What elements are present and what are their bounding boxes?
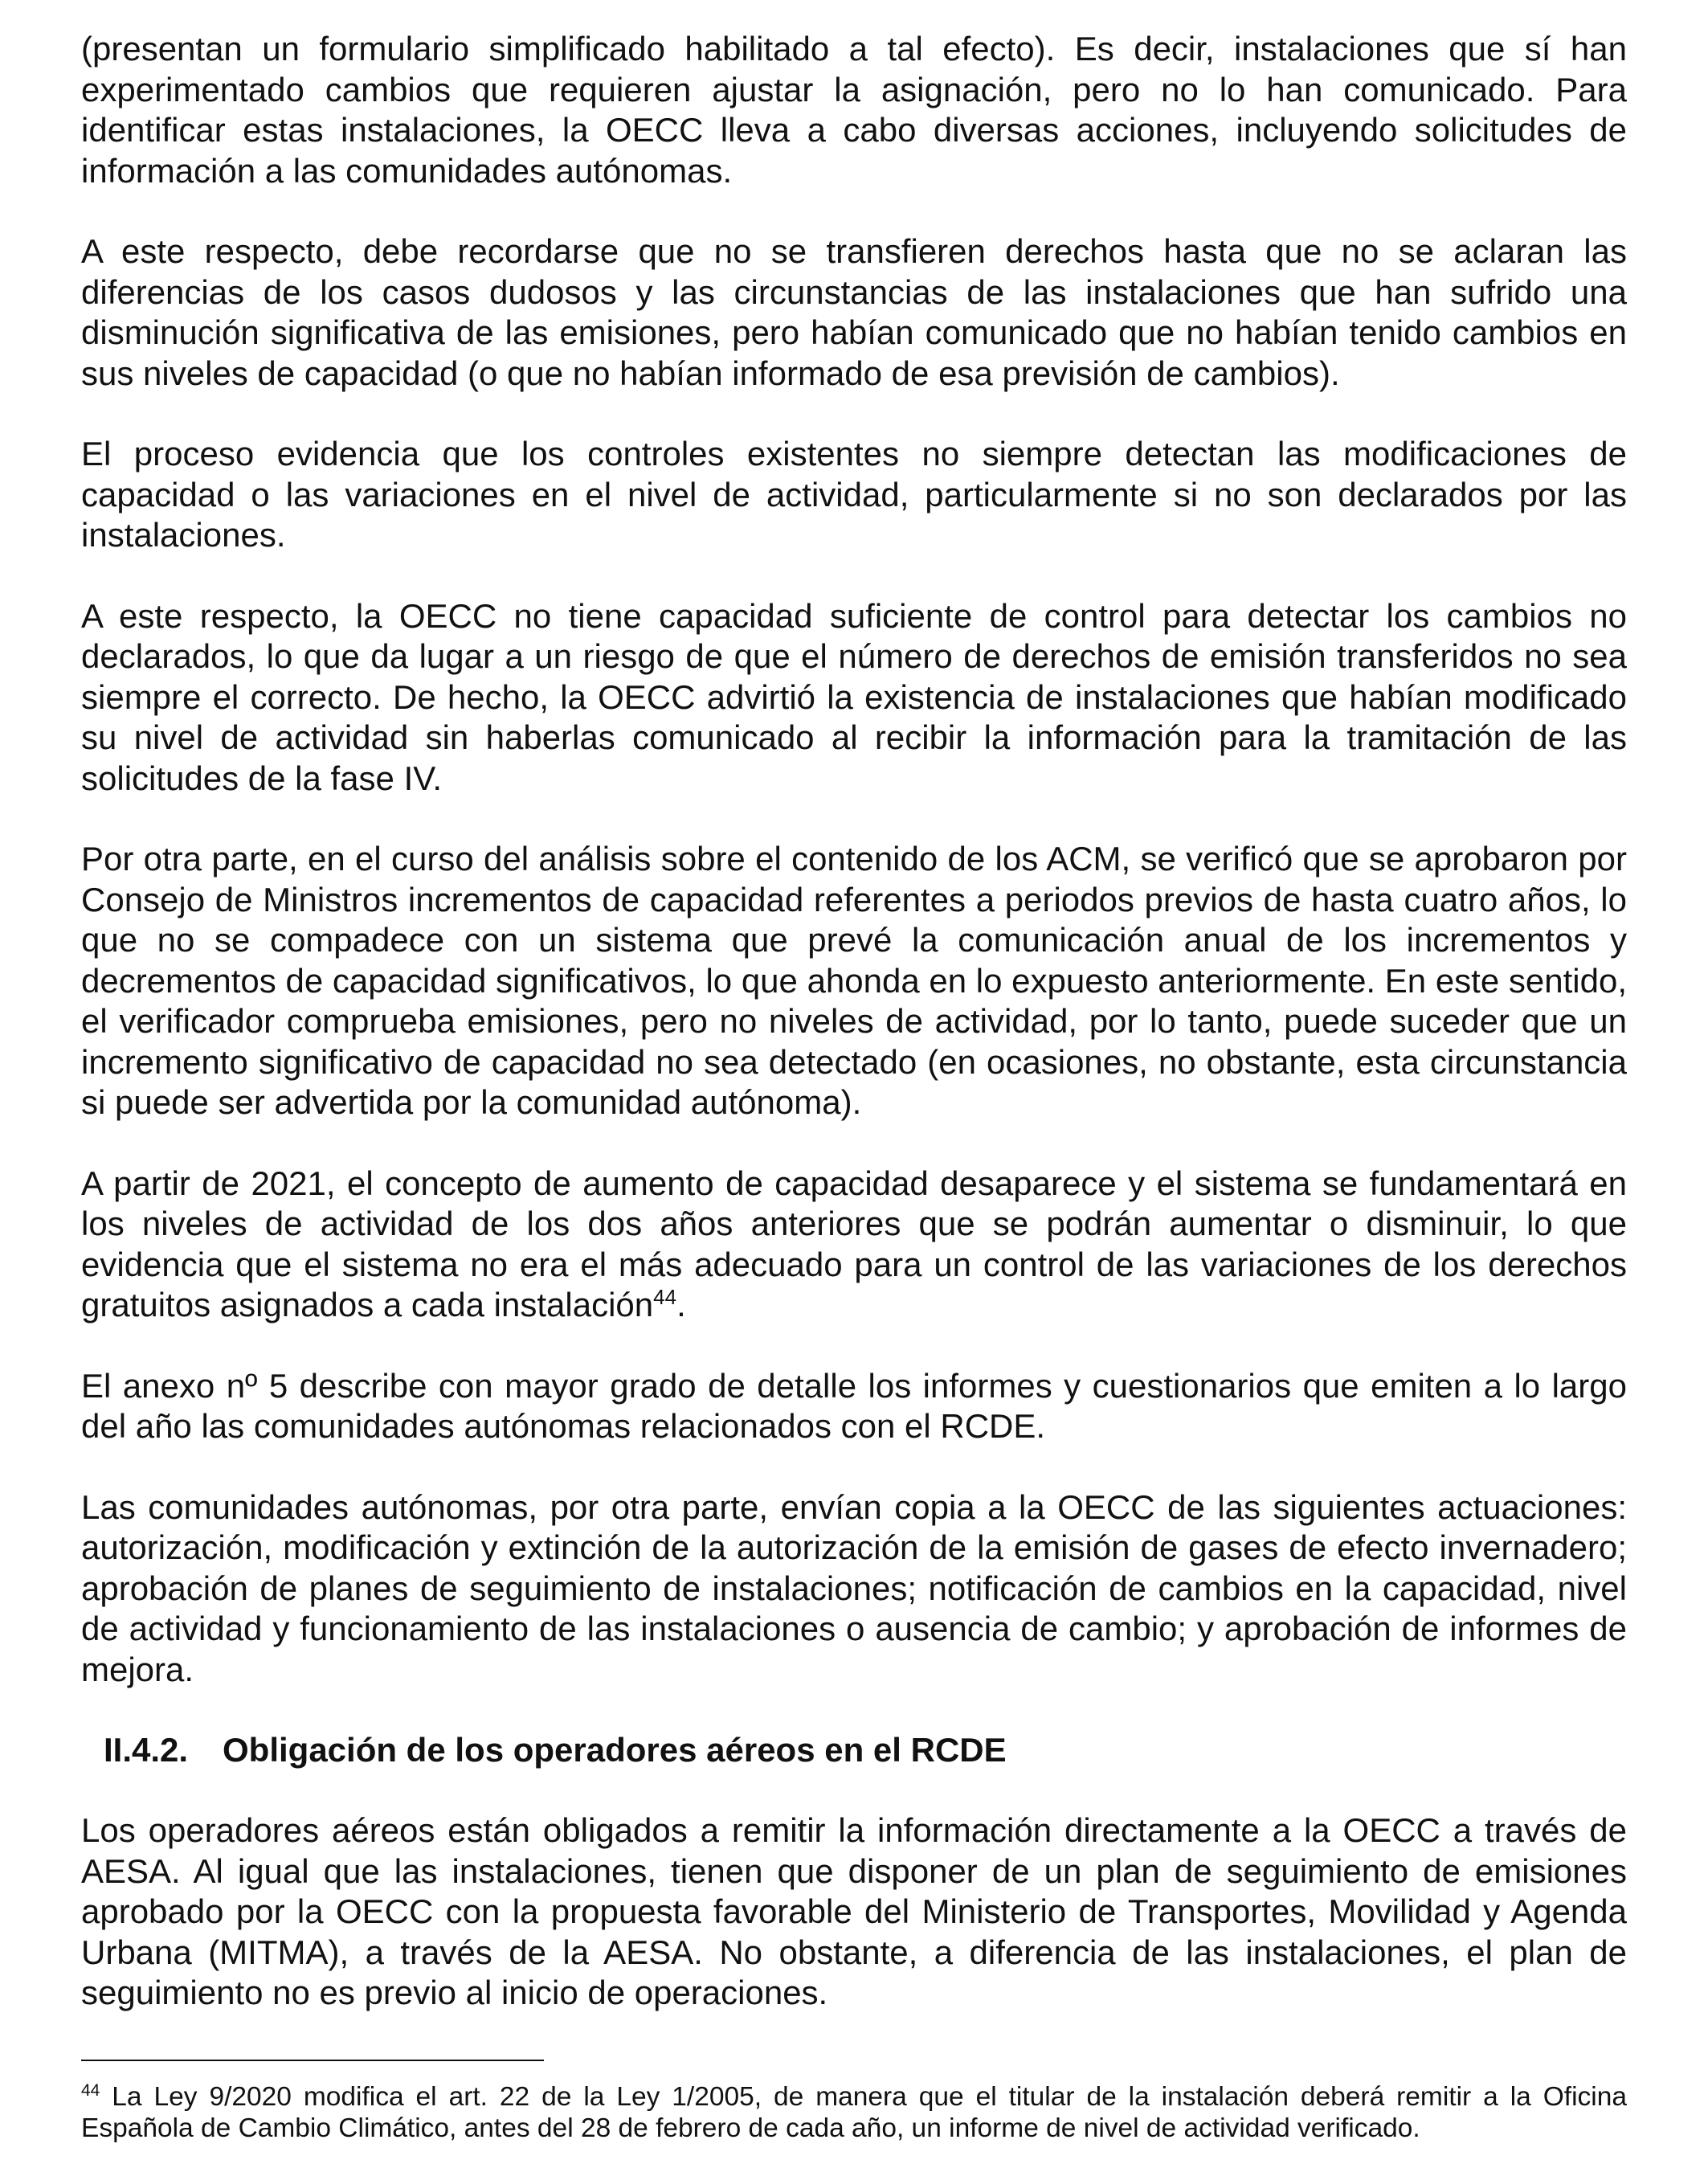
paragraph-1: (presentan un formulario simplificado habilitado a tal efecto). Es decir, instalaciones que sí han experimentado cambios que requieren ajustar la asignación, pero no lo han comunicado. Para identificar estas instalaciones, la OECC lleva a cabo diversas acciones, incluyendo solicitudes de información a las comunidades autónomas. — [81, 30, 1627, 190]
paragraph-9: Los operadores aéreos están obligados a remitir la información directamente a la OECC a través de AESA. Al igual que las instalaciones, tienen que disponer de un plan de seguimiento de emisiones aprobado por la OECC con la propuesta favorable del Ministerio de Transportes, Movilidad y Agenda Urbana (MITMA), a través de la AESA. No obstante, a diferencia de las instalaciones, el plan de seguimiento no es previo al inicio de operaciones. — [81, 1811, 1627, 2011]
footnote-marker: 44 — [81, 2080, 100, 2100]
section-title: Obligación de los operadores aéreos en el RCDE — [223, 1731, 1007, 1769]
paragraph-7: El anexo nº 5 describe con mayor grado de detalle los informes y cuestionarios que emiten a lo largo del año las comunidades autónomas relacionados con el RCDE. — [81, 1366, 1627, 1445]
paragraph-5: Por otra parte, en el curso del análisis sobre el contenido de los ACM, se verificó que se aprobaron por Consejo de Ministros incrementos de capacidad referentes a periodos previos de hasta cuatro años, lo que no se compadece con un sistema que prevé la comunicación anual de los incrementos y decrementos de capacidad significativos, lo que ahonda en lo expuesto anteriormente. En este sentido, el verificador comprueba emisiones, pero no niveles de actividad, por lo tanto, puede suceder que un incremento significativo de capacidad no sea detectado (en ocasiones, no obstante, esta circunstancia si puede ser advertida por la comunidad autónoma). — [81, 840, 1627, 1121]
document-body — [81, 29, 1627, 2054]
footnote-44 — [81, 2081, 1627, 2144]
paragraph-6-end: . — [676, 1286, 686, 1323]
paragraph-3: El proceso evidencia que los controles existentes no siempre detectan las modificaciones de capacidad o las variaciones en el nivel de actividad, particularmente si no son declarados por las instalaciones. — [81, 435, 1627, 554]
paragraph-8: Las comunidades autónomas, por otra parte, envían copia a la OECC de las siguientes actuaciones: autorización, modificación y extinción de la autorización de la emisión de gases de efecto invernadero; aprobación de planes de seguimiento de instalaciones; notificación de cambios en la capacidad, nivel de actividad y funcionamiento de las instalaciones o ausencia de cambio; y aprobación de informes de mejora. — [81, 1487, 1627, 1688]
footnote-text: La Ley 9/2020 modifica el art. 22 de la Ley 1/2005, de manera que el titular de la instalación deberá remitir a la Oficina Española de Cambio Climático, antes del 28 de febrero de cada año, un informe de nivel de actividad verificado. — [81, 2082, 1627, 2143]
footnote-separator — [81, 2060, 544, 2061]
section-heading — [104, 1730, 1627, 1770]
paragraph-6 — [81, 1164, 1627, 1326]
paragraph-4: A este respecto, la OECC no tiene capacidad suficiente de control para detectar los cambios no declarados, lo que da lugar a un riesgo de que el número de derechos de emisión transferidos no sea siempre el correcto. De hecho, la OECC advirtió la existencia de instalaciones que habían modificado su nivel de actividad sin haberlas comunicado al recibir la información para la tramitación de las solicitudes de la fase IV. — [81, 596, 1627, 797]
paragraph-6-text: A partir de 2021, el concepto de aumento de capacidad desaparece y el sistema se fundamentará en los niveles de actividad de los dos años anteriores que se podrán aumentar o disminuir, lo que evidencia que el sistema no era el más adecuado para un control de las variaciones de los derechos gratuitos asignados a cada instalación — [81, 1164, 1627, 1323]
footnote-reference-44[interactable]: 44 — [653, 1285, 677, 1309]
paragraph-2: A este respecto, debe recordarse que no se transfieren derechos hasta que no se aclaran las diferencias de los casos dudosos y las circunstancias de las instalaciones que han sufrido una disminución significativa de las emisiones, pero habían comunicado que no habían tenido cambios en sus niveles de capacidad (o que no habían informado de esa previsión de cambios). — [81, 232, 1627, 392]
section-number: II.4.2. — [104, 1731, 189, 1769]
